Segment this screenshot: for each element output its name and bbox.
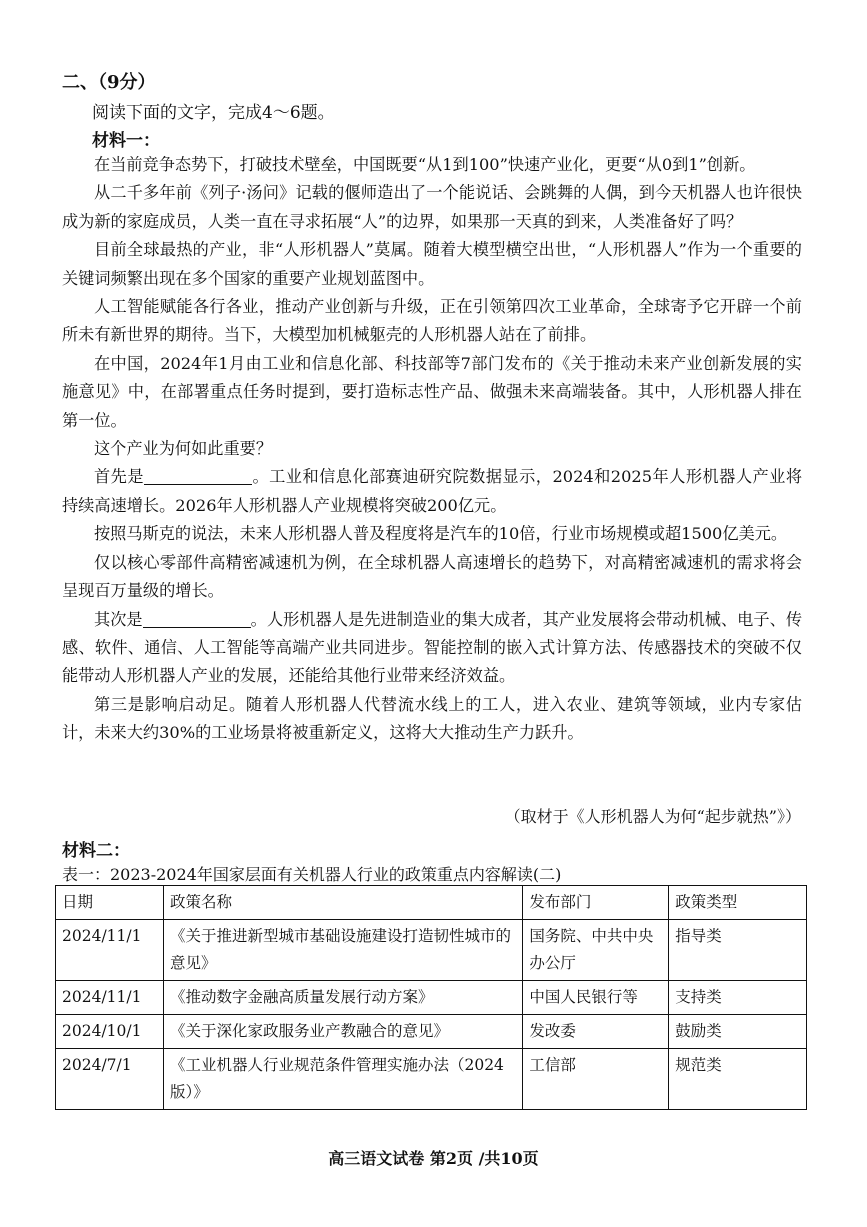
material1-body (62, 151, 802, 748)
table-row (56, 981, 807, 1015)
paragraph: 按照马斯克的说法，未来人形机器人普及程度将是汽车的10倍，行业市场规模或超1500亿美元。 (94, 524, 788, 544)
page-footer: 高三语文试卷 第2页 /共10页 (328, 1149, 539, 1168)
policy-name-cell: 《推动数字金融高质量发展行动方案》 (163, 981, 522, 1015)
type-cell: 规范类 (669, 1049, 807, 1110)
department-cell: 发改委 (523, 1015, 669, 1049)
date-cell: 2024/11/1 (56, 981, 164, 1015)
paragraph: 这个产业为何如此重要？ (94, 439, 273, 459)
header-cell: 政策类型 (669, 886, 807, 920)
paragraph: 目前全球最热的产业，非“人形机器人”莫属。随着大模型横空出世，“人形机器人”作为一个重要的关键词频繁出现在多个国家的重要产业规划蓝图中。 (62, 240, 802, 288)
type-cell: 支持类 (669, 981, 807, 1015)
table-row (56, 920, 807, 981)
source-citation: （取材于《人形机器人为何“起步就热”》） (504, 807, 801, 826)
answer-blank[interactable] (144, 468, 252, 485)
paragraph: 人工智能赋能各行各业，推动产业创新与升级，正在引领第四次工业革命，全球寄予它开辟一个前所未有新世界的期待。当下，大模型加机械躯壳的人形机器人站在了前排。 (62, 297, 802, 345)
paragraph: 仅以核心零部件高精密减速机为例，在全球机器人高速增长的趋势下，对高精密减速机的需求将会呈现百万量级的增长。 (62, 552, 802, 601)
table-caption: 表一：2023-2024年国家层面有关机器人行业的政策重点内容解读(二) (62, 865, 562, 884)
material1-title: 材料一： (92, 131, 160, 151)
paragraph: 在当前竞争态势下，打破技术壁垒，中国既要“从1到100”快速产业化，更要“从0到1”创新。 (94, 155, 756, 174)
department-cell: 工信部 (523, 1049, 669, 1110)
policy-table (55, 885, 807, 1110)
date-cell: 2024/10/1 (56, 1015, 164, 1049)
policy-name-cell: 《工业机器人行业规范条件管理实施办法（2024版）》 (163, 1049, 522, 1110)
department-cell: 中国人民银行等 (523, 981, 669, 1015)
header-cell: 政策名称 (163, 886, 522, 920)
type-cell: 指导类 (669, 920, 807, 981)
paragraph: 从二千多年前《列子·汤问》记载的偃师造出了一个能说话、会跳舞的人偶，到今天机器人也许很快成为新的家庭成员，人类一直在寻求拓展“人”的边界，如果那一天真的到来，人类准备好了吗？ (62, 183, 802, 231)
date-cell: 2024/7/1 (56, 1049, 164, 1110)
instruction: 阅读下面的文字，完成4～6题。 (92, 103, 335, 123)
table-row (56, 1049, 807, 1110)
header-cell: 日期 (56, 886, 164, 920)
paragraph: 在中国，2024年1月由工业和信息化部、科技部等7部门发布的《关于推动未来产业创新发展的实施意见》中，在部署重点任务时提到，要打造标志性产品、做强未来高端装备。其中，人形机器人排在第一位。 (62, 353, 802, 430)
section-title: 二、（9分） (62, 72, 156, 93)
paragraph-with-blank: 其次是 。人形机器人是先进制造业的集大成者，其产业发展将会带动机械、电子、传感、软件、通信、人工智能等高端产业共同进步。智能控制的嵌入式计算方法、传感器技术的突破不仅能带动人形机器人产业的发展，还能给其他行业带来经济效益。 (62, 609, 803, 686)
paragraph: 第三是影响启动足。随着人形机器人代替流水线上的工人，进入农业、建筑等领域，业内专家估计，未来大约30%的工业场景将被重新定义，这将大大推动生产力跃升。 (62, 694, 802, 743)
type-cell: 鼓励类 (669, 1015, 807, 1049)
date-cell: 2024/11/1 (56, 920, 164, 981)
answer-blank[interactable] (143, 611, 251, 628)
header-cell: 发布部门 (523, 886, 669, 920)
table-row (56, 1015, 807, 1049)
material2-title: 材料二： (62, 841, 130, 861)
department-cell: 国务院、中共中央办公厅 (523, 920, 669, 981)
policy-name-cell: 《关于推进新型城市基础设施建设打造韧性城市的意见》 (163, 920, 522, 981)
paragraph-with-blank: 首先是 。工业和信息化部赛迪研究院数据显示，2024和2025年人形机器人产业将持续高速增长。2026年人形机器人产业规模将突破200亿元。 (62, 467, 803, 515)
policy-name-cell: 《关于深化家政服务业产教融合的意见》 (163, 1015, 522, 1049)
table-header-row (56, 886, 807, 920)
